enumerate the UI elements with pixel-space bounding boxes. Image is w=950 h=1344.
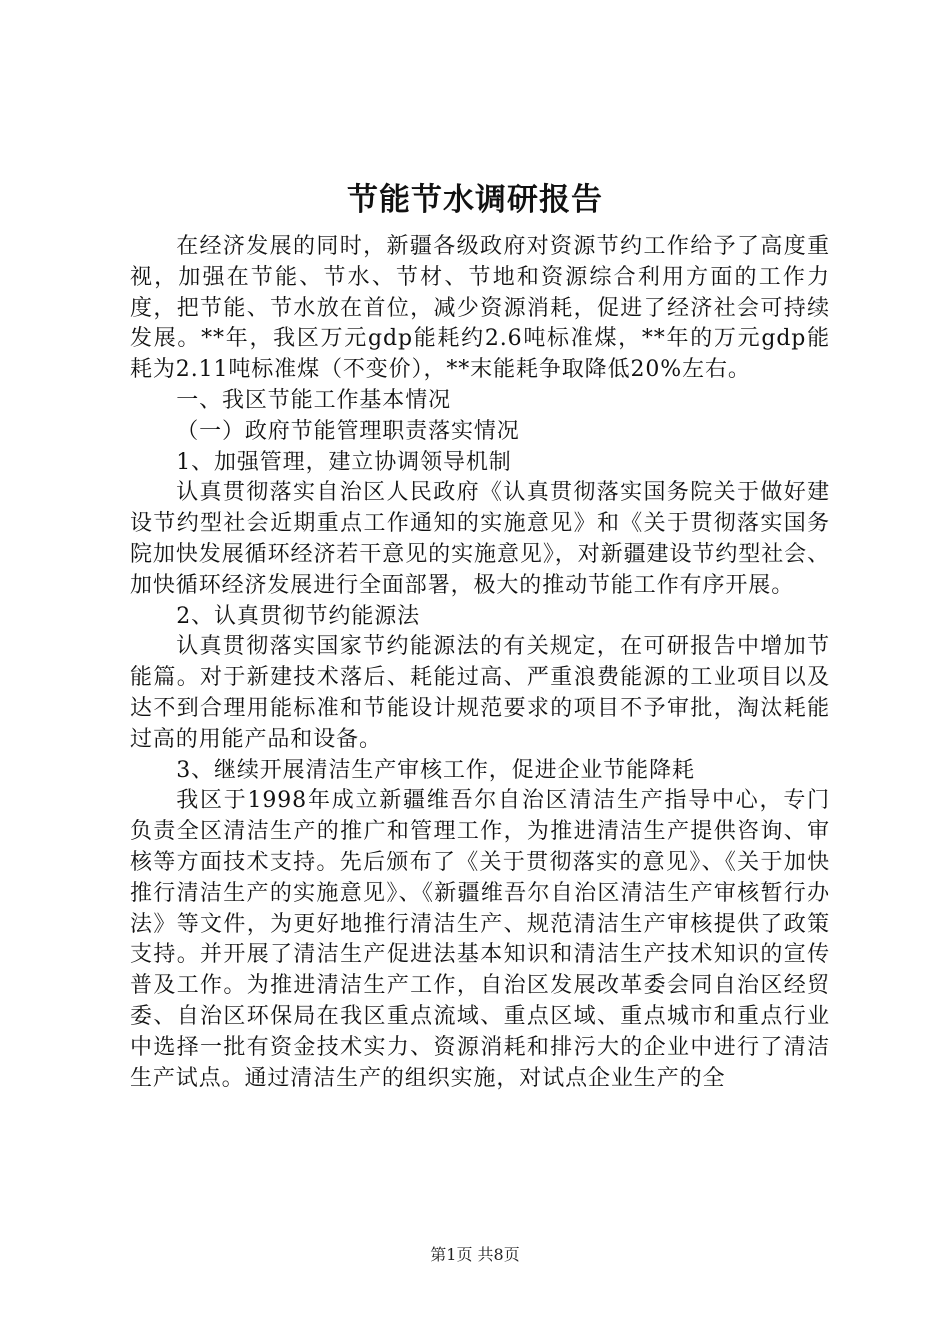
paragraph-item-1: 认真贯彻落实自治区人民政府《认真贯彻落实国务院关于做好建设节约型社会近期重点工作通知的实施意见》和《关于贯彻落实国务院加快发展循环经济若干意见的实施意见》，对新疆建设节约型社会、加快循环经济发展进行全面部署，极大的推动节能工作有序开展。 <box>130 480 830 598</box>
paragraph-item-2: 认真贯彻落实国家节约能源法的有关规定，在可研报告中增加节能篇。对于新建技术落后、耗能过高、严重浪费能源的工业项目以及达不到合理用能标准和节能设计规范要求的项目不予审批，淘汰耗能过高的用能产品和设备。 <box>130 634 830 752</box>
heading-item-1: 1、加强管理，建立协调领导机制 <box>176 449 512 475</box>
document-title: 节能节水调研报告 <box>347 182 603 218</box>
paragraph-intro: 在经济发展的同时，新疆各级政府对资源节约工作给予了高度重视，加强在节能、节水、节材、节地和资源综合利用方面的工作力度，把节能、节水放在首位，减少资源消耗，促进了经济社会可持续发展。**年，我区万元gdp能耗约2.6吨标准煤，**年的万元gdp能耗为2.11吨标准煤（不变价），**末能耗争取降低20%左右。 <box>130 234 830 383</box>
document-body <box>130 232 830 1094</box>
heading-subsection-1: （一）政府节能管理职责落实情况 <box>176 418 520 444</box>
paragraph-item-3: 我区于1998年成立新疆维吾尔自治区清洁生产指导中心，专门负责全区清洁生产的推广和管理工作，为推进清洁生产提供咨询、审核等方面技术支持。先后颁布了《关于贯彻落实的意见》、《关于加快推行清洁生产的实施意见》、《新疆维吾尔自治区清洁生产审核暂行办法》等文件，为更好地推行清洁生产、规范清洁生产审核提供了政策支持。并开展了清洁生产促进法基本知识和清洁生产技术知识的宣传普及工作。为推进清洁生产工作，自治区发展改革委会同自治区经贸委、自治区环保局在我区重点流域、重点区域、重点城市和重点行业中选择一批有资金技术实力、资源消耗和排污大的企业中进行了清洁生产试点。通过清洁生产的组织实施，对试点企业生产的全 <box>130 788 830 1091</box>
heading-item-2: 2、认真贯彻节约能源法 <box>176 603 421 629</box>
page-footer: 第1页 共8页 <box>430 1245 520 1264</box>
heading-section-1: 一、我区节能工作基本情况 <box>176 387 451 413</box>
heading-item-3: 3、继续开展清洁生产审核工作，促进企业节能降耗 <box>176 757 695 783</box>
